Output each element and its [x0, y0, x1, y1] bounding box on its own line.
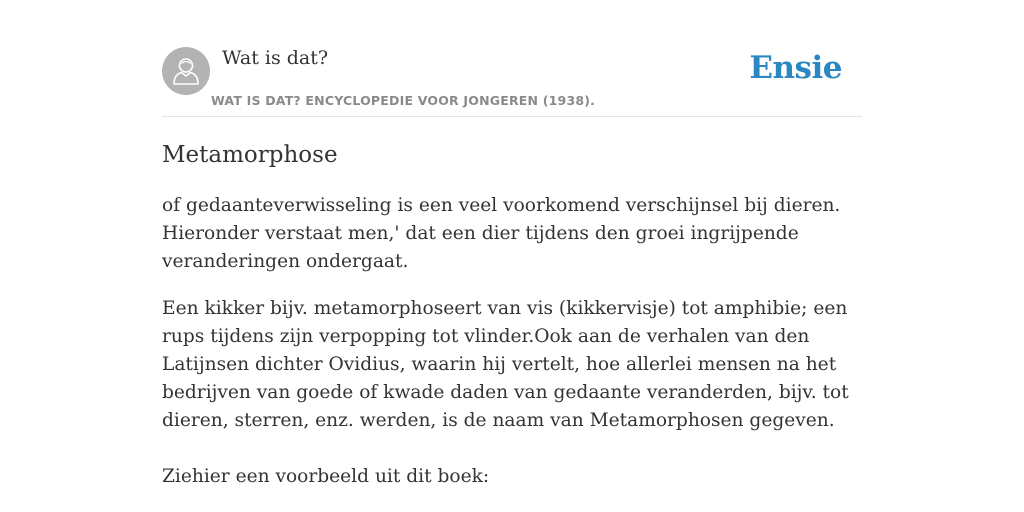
article-content [162, 140, 862, 491]
article-paragraph: of gedaanteverwisseling is een veel voorkomend verschijnsel bij dieren. Hieronder verstaat men,' dat een dier tijdens den groei ingrijpende veranderingen ondergaat. [162, 195, 841, 272]
ensie-logo[interactable]: Ensie [749, 50, 842, 86]
avatar[interactable] [162, 47, 210, 95]
article-paragraph: Een kikker bijv. metamorphoseert van vis (kikkervisje) tot amphibie; een rups tijdens zijn verpopping tot vlinder.Ook aan de verhalen van den Latijnsen dichter Ovidius, waarin hij vertelt, hoe allerlei mensen na het bedrijven van goede of kwade daden van gedaante veranderden, bijv. tot dieren, sterren, enz. werden, is de naam van Metamorphosen gegeven. [162, 298, 849, 431]
article-title: Metamorphose [162, 142, 338, 168]
source-title[interactable]: Wat is dat? [222, 47, 329, 69]
article-paragraph: Ziehier een voorbeeld uit dit boek: [162, 466, 490, 487]
source-header [162, 46, 862, 117]
user-silhouette-icon [162, 47, 210, 95]
source-subtitle: WAT IS DAT? ENCYCLOPEDIE VOOR JONGEREN (1938). [211, 93, 596, 108]
